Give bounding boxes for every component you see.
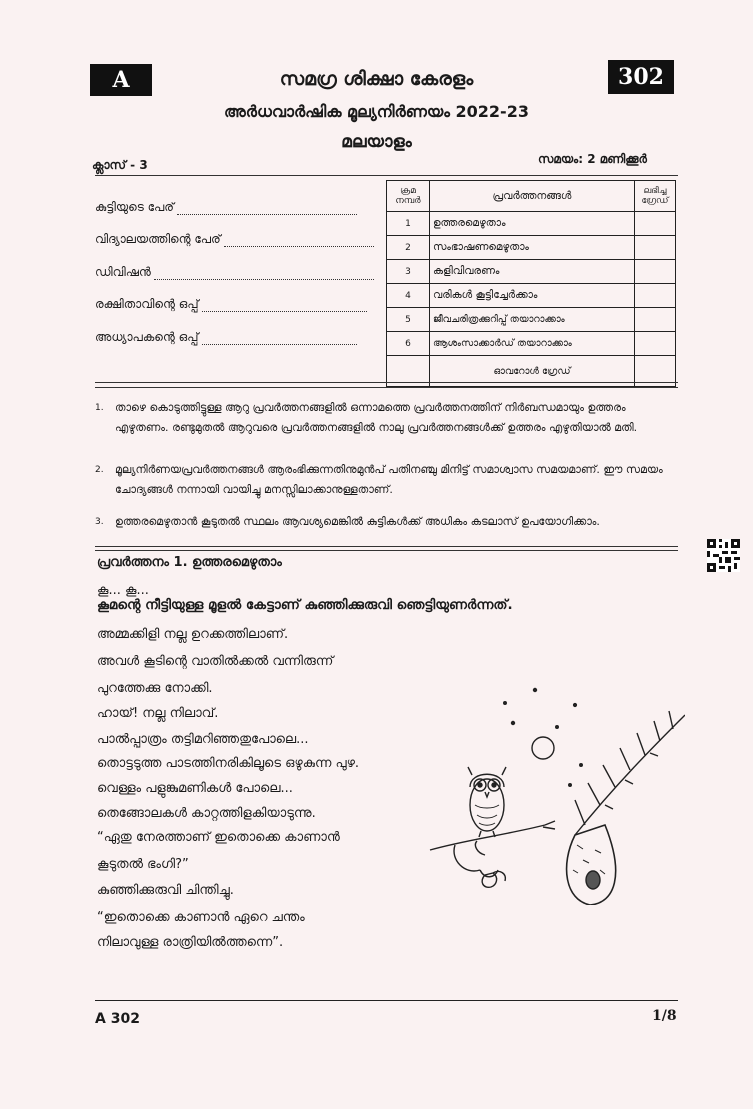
table-row [387, 332, 676, 356]
story-line: കൂടുതൽ ഭംഗി?” [97, 857, 189, 872]
instructions-rule-top [95, 382, 678, 383]
footer-page: 1/8 [652, 1008, 677, 1024]
header-activity: പ്രവർത്തനങ്ങൾ [430, 181, 635, 212]
instruction-text: താഴെ കൊടുത്തിട്ടുള്ള ആറു പ്രവർത്തനങ്ങളിൽ ഒന്നാമത്തെ പ്രവർത്തനത്തിന് നിർബന്ധമായും ഉത്തരം എഴുതണം. രണ്ടുമുതൽ ആറുവരെ പ്രവർത്തനങ്ങളിൽ നാലു പ്രവർത്തനങ്ങൾക്ക് ഉത്തരം എഴുതിയാൽ മതി. [115, 401, 638, 434]
instruction-num: 1. [95, 403, 104, 413]
story-line: കൂ... കൂ... [97, 583, 149, 598]
row-grade[interactable] [635, 332, 676, 356]
header-grade: ലഭിച്ച ഗ്രേഡ് [635, 181, 676, 212]
field-line [154, 267, 374, 280]
field-label: രക്ഷിതാവിന്റെ ഒപ്പ് [95, 297, 199, 311]
overall-label: ഓവറോൾ ഗ്രേഡ് [430, 356, 635, 387]
story-line: പാൽപ്പാത്രം തട്ടിമറിഞ്ഞതുപോലെ... [97, 732, 309, 747]
row-num: 3 [387, 260, 430, 284]
row-num: 2 [387, 236, 430, 260]
header-rule [95, 175, 678, 176]
field-line [202, 299, 367, 312]
row-activity: സംഭാഷണമെഴുതാം [430, 236, 635, 260]
row-grade[interactable] [635, 284, 676, 308]
field-line [224, 234, 374, 247]
table-header-row [387, 181, 676, 212]
field-label: അധ്യാപകന്റെ ഒപ്പ് [95, 330, 199, 344]
grade-table [386, 180, 676, 387]
header-num: ക്രമ നമ്പർ [387, 181, 430, 212]
field-label: കുട്ടിയുടെ പേര് [95, 200, 174, 214]
row-activity: വരികൾ കൂട്ടിച്ചേർക്കാം [430, 284, 635, 308]
table-row [387, 236, 676, 260]
story-line: തെങ്ങോലകൾ കാറ്റത്തിളകിയാടുന്നു. [97, 806, 316, 821]
row-grade[interactable] [635, 260, 676, 284]
row-activity: ജീവചരിത്രക്കുറിപ്പ് തയാറാക്കാം [430, 308, 635, 332]
instruction-text: മൂല്യനിർണയപ്രവർത്തനങ്ങൾ ആരംഭിക്കുന്നതിനുമുൻപ് പതിനഞ്ചു മിനിട്ട് സമാശ്വാസ സമയമാണ്. ഈ സമയം ചോദ്യങ്ങൾ നന്നായി വായിച്ചു മനസ്സിലാക്കാനുള്ളതാണ്. [115, 463, 663, 496]
story-line: ഹായ്! നല്ല നിലാവ്. [97, 706, 219, 721]
row-activity: ഉത്തരമെഴുതാം [430, 212, 635, 236]
table-row [387, 212, 676, 236]
time-label: സമയം: 2 മണിക്കൂർ [538, 152, 647, 166]
row-num: 4 [387, 284, 430, 308]
story-line: “ഏതു നേരത്താണ് ഇതൊക്കെ കാണാൻ [97, 830, 340, 845]
exam-title: അർധവാർഷിക മൂല്യനിർണയം 2022-23 [224, 102, 529, 121]
field-division[interactable] [95, 265, 374, 280]
code-badge: 302 [608, 60, 674, 94]
series-badge: A [90, 64, 152, 96]
field-parent-signature[interactable] [95, 297, 367, 312]
row-grade[interactable] [635, 308, 676, 332]
row-grade[interactable] [635, 212, 676, 236]
class-label: ക്ലാസ് - 3 [92, 158, 148, 172]
table-row [387, 284, 676, 308]
instruction-item [95, 460, 675, 500]
instructions-rule-bottom [95, 546, 678, 547]
footer-rule [95, 1000, 678, 1001]
field-line [177, 202, 357, 215]
story-line: കുഞ്ഞിക്കുരുവി ചിന്തിച്ചു. [97, 883, 234, 898]
story-line: തൊട്ടടുത്ത പാടത്തിനരികിലൂടെ ഒഴുകുന്ന പുഴ. [97, 756, 360, 771]
story-line: അമ്മക്കിളി നല്ല ഉറക്കത്തിലാണ്. [97, 627, 289, 642]
story-line: പുറത്തേക്കു നോക്കി. [97, 681, 213, 696]
field-label: വിദ്യാലയത്തിന്റെ പേര് [95, 232, 221, 246]
owl-illustration [425, 675, 685, 905]
story-line: അവൾ കൂടിന്റെ വാതിൽക്കൽ വന്നിരുന്ന് [97, 654, 334, 669]
row-activity: കളിവിവരണം [430, 260, 635, 284]
story-line: കൂമന്റെ നീട്ടിയുള്ള മൂളൽ കേട്ടാണ് കുഞ്ഞിക്കുരുവി ഞെട്ടിയുണർന്നത്. [97, 597, 513, 613]
instructions-rule-bottom-2 [95, 550, 678, 551]
row-num: 5 [387, 308, 430, 332]
row-activity: ആശംസാക്കാർഡ് തയാറാക്കാം [430, 332, 635, 356]
story-line: നിലാവുള്ള രാത്രിയിൽത്തന്നെ”. [97, 935, 284, 950]
activity-title: പ്രവർത്തനം 1. ഉത്തരമെഴുതാം [97, 555, 282, 570]
row-grade[interactable] [635, 236, 676, 260]
field-teacher-signature[interactable] [95, 330, 357, 345]
field-line [202, 332, 357, 345]
subject-title: മലയാളം [341, 132, 412, 152]
table-row [387, 308, 676, 332]
row-num: 6 [387, 332, 430, 356]
table-row [387, 260, 676, 284]
instruction-item [95, 512, 675, 532]
instruction-num: 3. [95, 517, 104, 527]
instructions-rule-top-2 [95, 387, 678, 388]
field-student-name[interactable] [95, 200, 357, 215]
row-num: 1 [387, 212, 430, 236]
org-title: സമഗ്ര ശിക്ഷാ കേരളം [279, 68, 474, 90]
instruction-num: 2. [95, 465, 104, 475]
instruction-text: ഉത്തരമെഴുതാൻ കൂടുതൽ സ്ഥലം ആവശ്യമെങ്കിൽ കുട്ടികൾക്ക് അധികം കടലാസ് ഉപയോഗിക്കാം. [115, 515, 600, 528]
instruction-item [95, 398, 675, 438]
moon-icon [532, 737, 554, 759]
field-school-name[interactable] [95, 232, 374, 247]
story-line: “ഇതൊക്കെ കാണാൻ ഏറെ ചന്തം [97, 910, 305, 925]
qr-code-icon [707, 539, 740, 572]
footer-code: A 302 [95, 1011, 140, 1027]
field-label: ഡിവിഷൻ [95, 265, 151, 279]
story-line: വെള്ളം പളുങ്കുമണികൾ പോലെ... [97, 781, 293, 796]
